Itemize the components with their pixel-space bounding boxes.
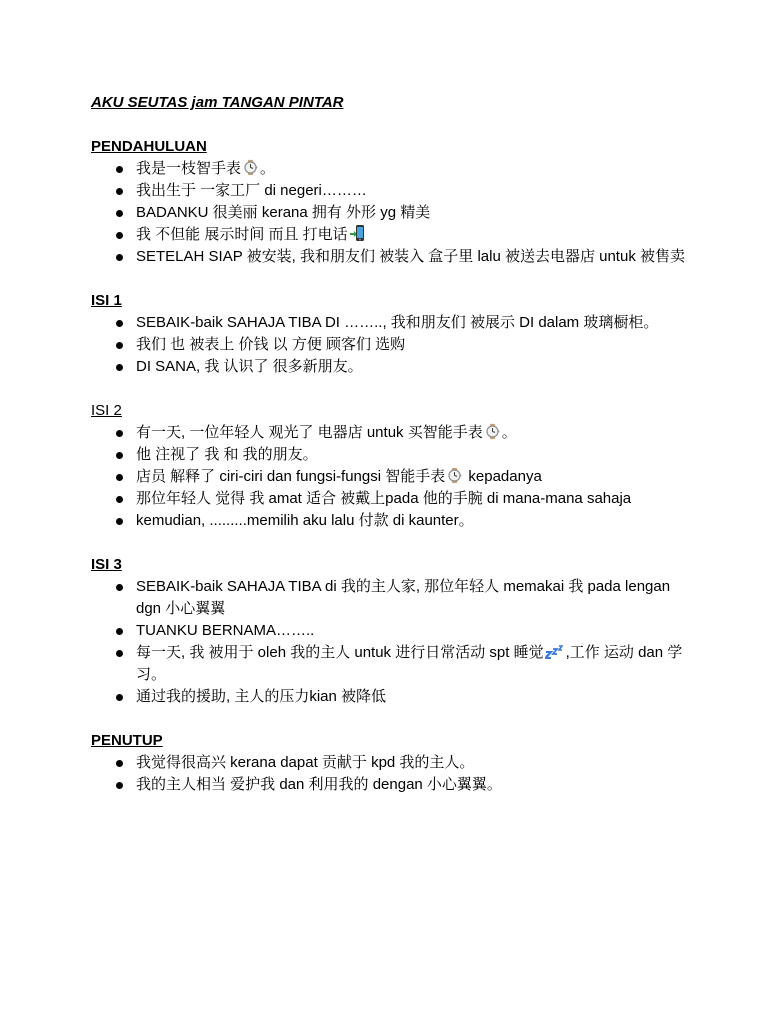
section-heading: ISI 3 bbox=[91, 556, 122, 573]
list-item-text: 我是一枝智手表 bbox=[136, 160, 242, 177]
section-isi-2 bbox=[91, 400, 698, 532]
watch-icon bbox=[484, 423, 501, 440]
list-item bbox=[136, 444, 698, 466]
list-item bbox=[136, 774, 698, 796]
list-item bbox=[136, 488, 698, 510]
list-item-text: SEBAIK-baik SAHAJA TIBA DI …….., 我和朋友们 被展示 DI dalam 玻璃橱柜。 bbox=[136, 314, 659, 331]
list-item bbox=[136, 158, 698, 180]
list-item bbox=[136, 642, 698, 686]
section-penutup bbox=[91, 730, 698, 796]
list-item-text: 我们 也 被表上 价钱 以 方便 顾客们 选购 bbox=[136, 336, 406, 353]
section-pendahuluan bbox=[91, 136, 698, 268]
list-item-text-after: 。 bbox=[501, 424, 517, 441]
bullet-list bbox=[91, 576, 698, 708]
section-isi-1 bbox=[91, 290, 698, 378]
list-item-text: 他 注视了 我 和 我的朋友。 bbox=[136, 446, 318, 463]
list-item-text: 那位年轻人 觉得 我 amat 适合 被戴上pada 他的手腕 di mana-mana sahaja bbox=[136, 490, 632, 507]
list-item bbox=[136, 202, 698, 224]
list-item-text: SEBAIK-baik SAHAJA TIBA di 我的主人家, 那位年轻人 memakai 我 pada lengan dgn 小心翼翼 bbox=[136, 578, 671, 617]
section-isi-3 bbox=[91, 554, 698, 708]
list-item-text: BADANKU 很美丽 kerana 拥有 外形 yg 精美 bbox=[136, 204, 431, 221]
list-item-text: 有一天, 一位年轻人 观光了 电器店 untuk 买智能手表 bbox=[136, 424, 483, 441]
list-item bbox=[136, 752, 698, 774]
list-item bbox=[136, 466, 698, 488]
list-item-text: 我的主人相当 爱护我 dan 利用我的 dengan 小心翼翼。 bbox=[136, 776, 502, 793]
phone-icon bbox=[349, 224, 365, 242]
list-item-text: 每一天, 我 被用于 oleh 我的主人 untuk 进行日常活动 spt 睡觉 bbox=[136, 644, 544, 661]
list-item-text: TUANKU BERNAMA…….. bbox=[136, 622, 315, 639]
list-item bbox=[136, 246, 698, 268]
document-title: AKU SEUTAS jam TANGAN PINTAR bbox=[91, 94, 344, 111]
watch-icon bbox=[446, 467, 463, 484]
section-heading: ISI 1 bbox=[91, 292, 122, 309]
list-item-text-after: ,工作 运动 dan 学习。 bbox=[136, 644, 683, 683]
section-heading: PENUTUP bbox=[91, 732, 163, 749]
list-item bbox=[136, 510, 698, 532]
list-item bbox=[136, 620, 698, 642]
list-item-text: 我觉得很高兴 kerana dapat 贡献于 kpd 我的主人。 bbox=[136, 754, 475, 771]
list-item-text-after: 。 bbox=[260, 160, 276, 177]
bullet-list bbox=[91, 422, 698, 532]
list-item-text: 我出生于 一家工厂 di negeri……… bbox=[136, 182, 367, 199]
bullet-list bbox=[91, 158, 698, 268]
bullet-list bbox=[91, 312, 698, 378]
list-item-text: kemudian, .........memilih aku lalu 付款 di kaunter。 bbox=[136, 512, 474, 529]
zzz-icon bbox=[545, 644, 565, 660]
list-item bbox=[136, 686, 698, 708]
list-item-text: 我 不但能 展示时间 而且 打电话 bbox=[136, 226, 348, 243]
list-item-text: 店员 解释了 ciri-ciri dan fungsi-fungsi 智能手表 bbox=[136, 468, 446, 485]
bullet-list bbox=[91, 752, 698, 796]
list-item-text: DI SANA, 我 认识了 很多新朋友。 bbox=[136, 358, 363, 375]
list-item bbox=[136, 224, 698, 246]
list-item bbox=[136, 334, 698, 356]
list-item-text-after: kepadanya bbox=[464, 468, 542, 485]
list-item-text: 通过我的援助, 主人的压力kian 被降低 bbox=[136, 688, 387, 705]
list-item bbox=[136, 312, 698, 334]
section-heading: PENDAHULUAN bbox=[91, 138, 207, 155]
list-item bbox=[136, 576, 698, 620]
list-item bbox=[136, 422, 698, 444]
section-heading: ISI 2 bbox=[91, 402, 122, 419]
list-item bbox=[136, 180, 698, 202]
list-item-text: SETELAH SIAP 被安装, 我和朋友们 被装入 盒子里 lalu 被送去电器店 untuk 被售卖 bbox=[136, 248, 685, 265]
list-item bbox=[136, 356, 698, 378]
watch-icon bbox=[242, 159, 259, 176]
